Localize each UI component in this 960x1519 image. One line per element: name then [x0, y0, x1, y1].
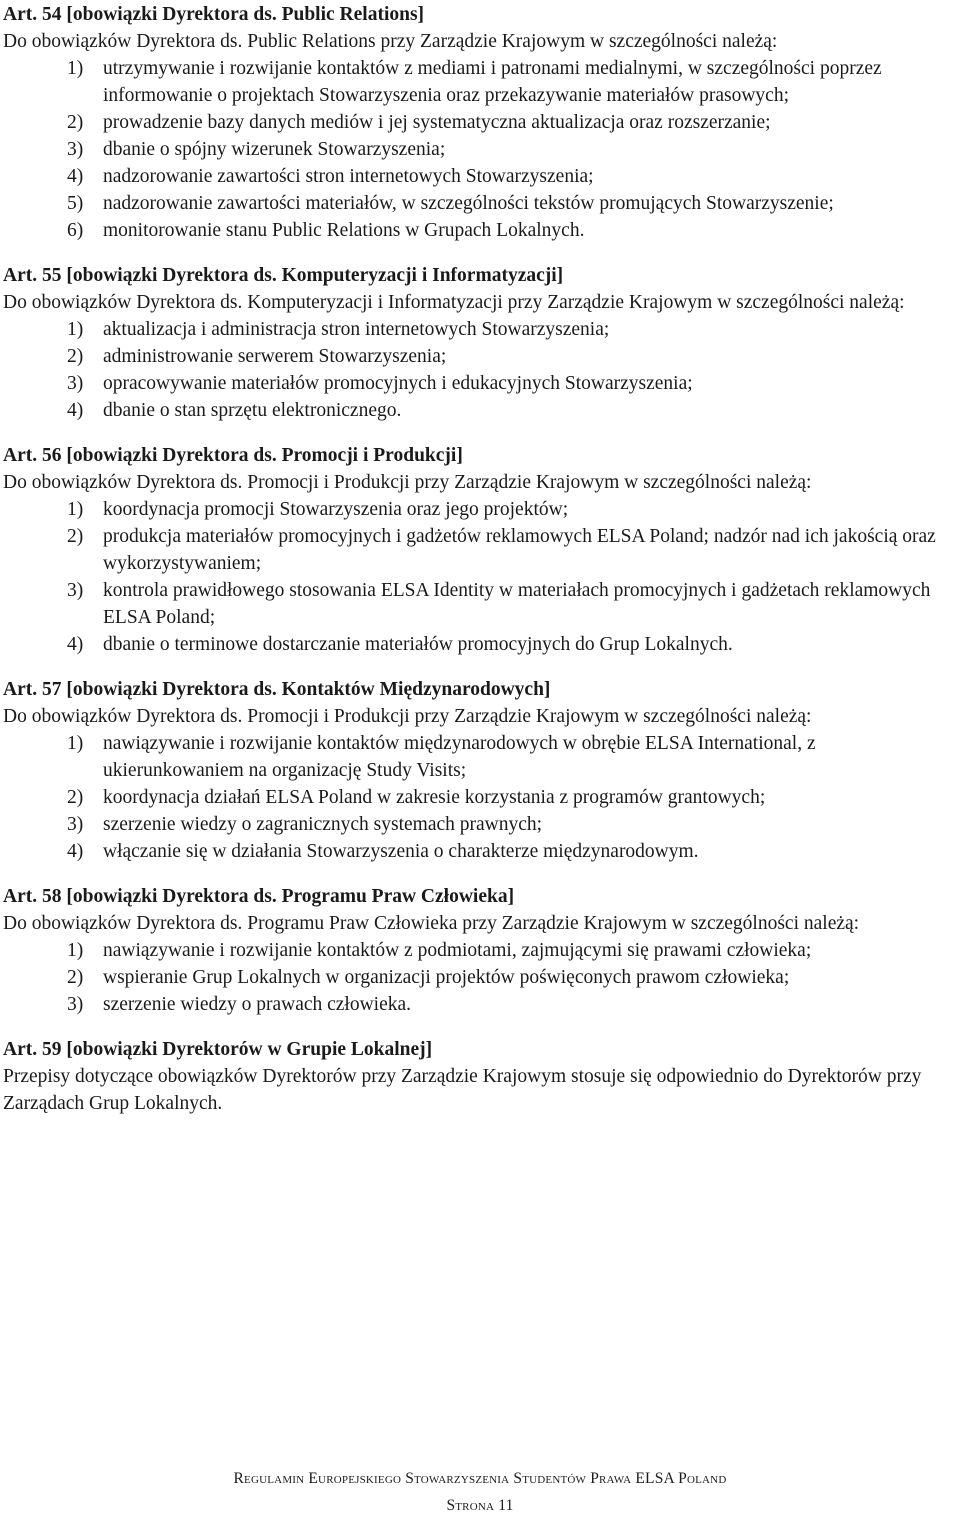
- article-items: [3, 496, 958, 658]
- list-item: [3, 730, 958, 784]
- list-item: [3, 136, 958, 163]
- list-item: [3, 397, 958, 424]
- item-number: 1): [67, 733, 84, 754]
- item-number: 4): [67, 400, 84, 421]
- item-text: nawiązywanie i rozwijanie kontaktów z podmiotami, zajmującymi się prawami człowieka;: [103, 940, 812, 961]
- article-55: [3, 262, 958, 424]
- article-intro: Do obowiązków Dyrektora ds. Komputeryzacji i Informatyzacji przy Zarządzie Krajowym w szczególności należą:: [3, 292, 905, 313]
- article-items: [3, 316, 958, 424]
- list-item: [3, 784, 958, 811]
- list-item: [3, 316, 958, 343]
- item-number: 2): [67, 112, 84, 133]
- item-number: 4): [67, 841, 84, 862]
- list-item: [3, 190, 958, 217]
- item-number: 2): [67, 967, 84, 988]
- list-item: [3, 370, 958, 397]
- item-text: administrowanie serwerem Stowarzyszenia;: [103, 346, 447, 367]
- list-item: [3, 937, 958, 964]
- article-items: [3, 937, 958, 1018]
- item-text: produkcja materiałów promocyjnych i gadżetów reklamowych ELSA Poland; nadzór nad ich jakością oraz wykorzystywaniem;: [103, 526, 936, 574]
- article-title: Art. 59 [obowiązki Dyrektorów w Grupie Lokalnej]: [3, 1039, 433, 1060]
- item-text: nawiązywanie i rozwijanie kontaktów międzynarodowych w obrębie ELSA International, z ukierunkowaniem na organizację Study Visits;: [103, 733, 816, 781]
- list-item: [3, 163, 958, 190]
- item-text: nadzorowanie zawartości stron internetowych Stowarzyszenia;: [103, 166, 594, 187]
- list-item: [3, 496, 958, 523]
- list-item: [3, 217, 958, 244]
- article-title: Art. 54 [obowiązki Dyrektora ds. Public Relations]: [3, 4, 425, 25]
- item-number: 1): [67, 499, 84, 520]
- item-text: aktualizacja i administracja stron internetowych Stowarzyszenia;: [103, 319, 610, 340]
- item-number: 4): [67, 166, 84, 187]
- list-item: [3, 523, 958, 577]
- list-item: [3, 838, 958, 865]
- page-number: Strona 11: [446, 1497, 514, 1514]
- article-intro: Do obowiązków Dyrektora ds. Promocji i Produkcji przy Zarządzie Krajowym w szczególności należą:: [3, 706, 812, 727]
- item-number: 6): [67, 220, 84, 241]
- list-item: [3, 964, 958, 991]
- item-number: 3): [67, 580, 84, 601]
- item-number: 5): [67, 193, 84, 214]
- list-item: [3, 991, 958, 1018]
- item-text: szerzenie wiedzy o zagranicznych systemach prawnych;: [103, 814, 543, 835]
- item-text: koordynacja promocji Stowarzyszenia oraz jego projektów;: [103, 499, 569, 520]
- list-item: [3, 631, 958, 658]
- item-number: 2): [67, 526, 84, 547]
- article-56: [3, 442, 958, 658]
- item-number: 3): [67, 373, 84, 394]
- item-text: koordynacja działań ELSA Poland w zakresie korzystania z programów grantowych;: [103, 787, 766, 808]
- list-item: [3, 577, 958, 631]
- article-title: Art. 55 [obowiązki Dyrektora ds. Komputeryzacji i Informatyzacji]: [3, 265, 564, 286]
- article-title: Art. 56 [obowiązki Dyrektora ds. Promocji i Produkcji]: [3, 445, 463, 466]
- article-items: [3, 55, 958, 244]
- item-text: dbanie o spójny wizerunek Stowarzyszenia;: [103, 139, 446, 160]
- item-text: szerzenie wiedzy o prawach człowieka.: [103, 994, 412, 1015]
- item-text: kontrola prawidłowego stosowania ELSA Identity w materiałach promocyjnych i gadżetach reklamowych ELSA Poland;: [103, 580, 931, 628]
- item-text: monitorowanie stanu Public Relations w Grupach Lokalnych.: [103, 220, 585, 241]
- item-number: 1): [67, 319, 84, 340]
- item-number: 3): [67, 139, 84, 160]
- article-57: [3, 676, 958, 865]
- item-text: prowadzenie bazy danych mediów i jej systematyczna aktualizacja oraz rozszerzanie;: [103, 112, 771, 133]
- article-title: Art. 57 [obowiązki Dyrektora ds. Kontaktów Międzynarodowych]: [3, 679, 551, 700]
- item-text: dbanie o terminowe dostarczanie materiałów promocyjnych do Grup Lokalnych.: [103, 634, 733, 655]
- article-title: Art. 58 [obowiązki Dyrektora ds. Programu Praw Człowieka]: [3, 886, 515, 907]
- item-number: 1): [67, 940, 84, 961]
- item-text: włączanie się w działania Stowarzyszenia o charakterze międzynarodowym.: [103, 841, 699, 862]
- document-page: [3, 1, 958, 1135]
- footer-title: Regulamin Europejskiego Stowarzyszenia Studentów Prawa ELSA Poland: [233, 1470, 727, 1487]
- item-text: wspieranie Grup Lokalnych w organizacji projektów poświęconych prawom człowieka;: [103, 967, 790, 988]
- item-text: dbanie o stan sprzętu elektronicznego.: [103, 400, 402, 421]
- article-58: [3, 883, 958, 1018]
- item-number: 1): [67, 58, 84, 79]
- list-item: [3, 55, 958, 109]
- article-intro: Do obowiązków Dyrektora ds. Promocji i Produkcji przy Zarządzie Krajowym w szczególności należą:: [3, 472, 812, 493]
- list-item: [3, 109, 958, 136]
- article-intro: Do obowiązków Dyrektora ds. Public Relations przy Zarządzie Krajowym w szczególności należą:: [3, 31, 778, 52]
- list-item: [3, 811, 958, 838]
- article-items: [3, 730, 958, 865]
- item-number: 3): [67, 994, 84, 1015]
- item-number: 3): [67, 814, 84, 835]
- item-text: opracowywanie materiałów promocyjnych i edukacyjnych Stowarzyszenia;: [103, 373, 693, 394]
- list-item: [3, 343, 958, 370]
- article-54: [3, 1, 958, 244]
- item-number: 2): [67, 346, 84, 367]
- item-text: utrzymywanie i rozwijanie kontaktów z mediami i patronami medialnymi, w szczególności poprzez informowanie o projektach Stowarzyszenia oraz przekazywanie materiałów prasowych;: [103, 58, 882, 106]
- item-number: 2): [67, 787, 84, 808]
- item-number: 4): [67, 634, 84, 655]
- article-intro: Do obowiązków Dyrektora ds. Programu Praw Człowieka przy Zarządzie Krajowym w szczególności należą:: [3, 913, 860, 934]
- article-59: [3, 1036, 958, 1117]
- article-intro: Przepisy dotyczące obowiązków Dyrektorów przy Zarządzie Krajowym stosuje się odpowiednio do Dyrektorów przy Zarządach Grup Lokalnych.: [3, 1066, 922, 1114]
- item-text: nadzorowanie zawartości materiałów, w szczególności tekstów promujących Stowarzyszenie;: [103, 193, 834, 214]
